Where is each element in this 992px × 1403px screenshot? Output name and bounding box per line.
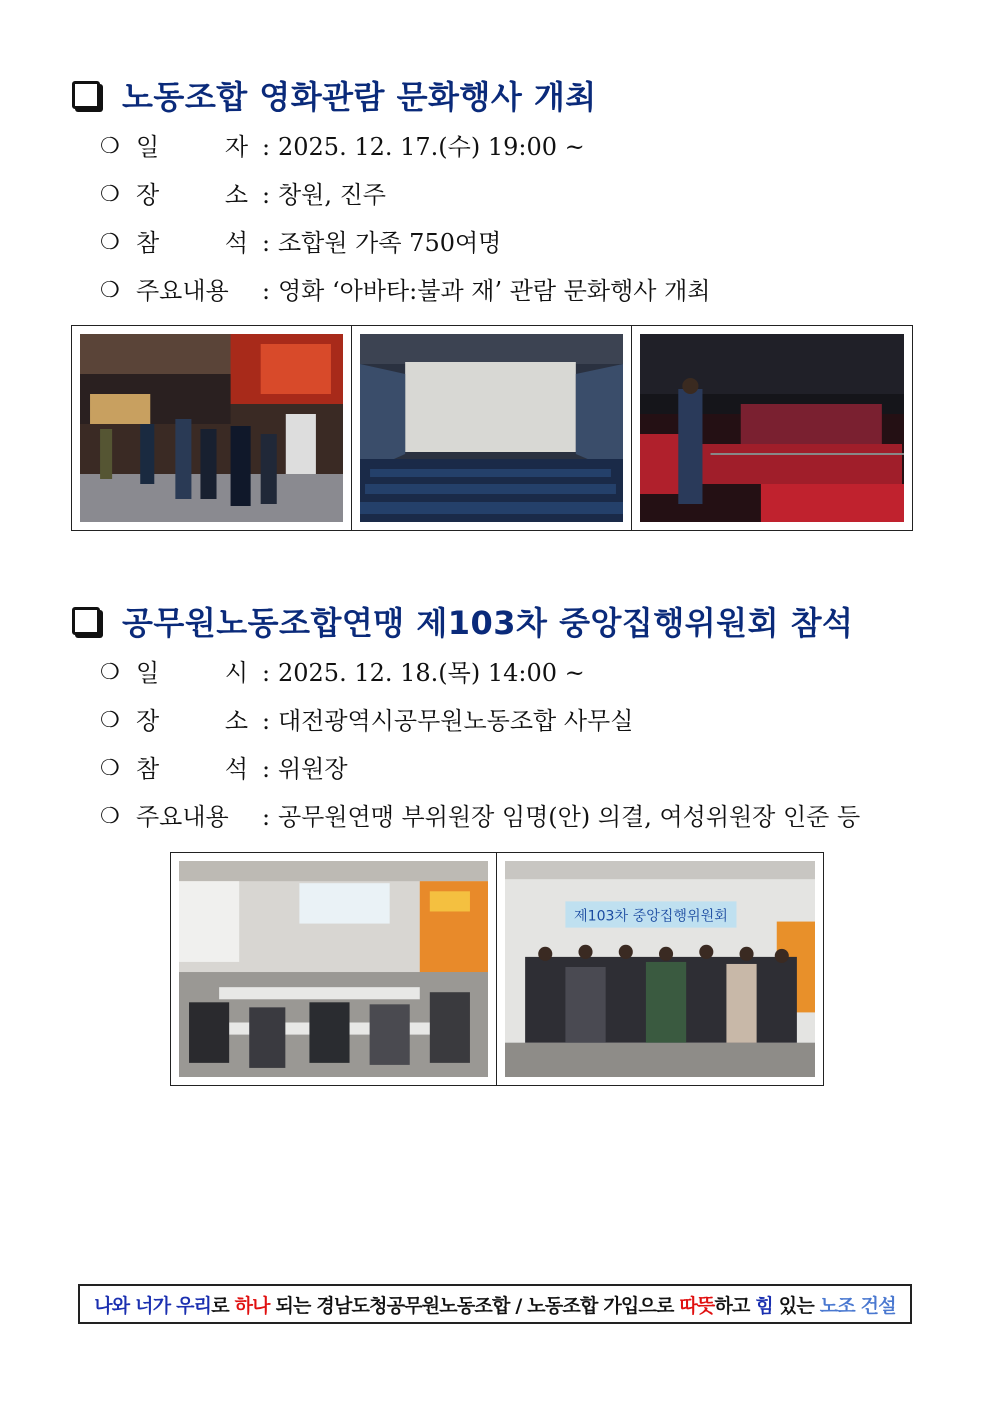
checkbox-square-icon xyxy=(72,607,100,635)
row-label: 일 시 xyxy=(136,659,248,687)
photo-meeting-room xyxy=(179,861,488,1077)
bullet-circle-icon: ❍ xyxy=(100,230,120,255)
section2-title: 공무원노동조합연맹 제103차 중앙집행위원회 참석 xyxy=(122,604,854,642)
slogan-part: 힘 xyxy=(755,1294,773,1317)
bullet-circle-icon: ❍ xyxy=(100,134,120,159)
section1-row-place: ❍ 장 소 : 창원, 진주 xyxy=(100,181,386,209)
row-value: 창원, 진주 xyxy=(278,181,386,209)
slogan-part: 하나 xyxy=(234,1294,270,1317)
photo-theater-seats xyxy=(640,334,904,522)
bullet-circle-icon: ❍ xyxy=(100,182,120,207)
section1-row-date: ❍ 일 자 : 2025. 12. 17.(수) 19:00 ~ xyxy=(100,133,585,161)
slogan-part: 하고 xyxy=(714,1294,756,1317)
photo-cell xyxy=(171,853,497,1085)
bullet-circle-icon: ❍ xyxy=(100,660,120,685)
row-label: 참 석 xyxy=(136,229,248,257)
row-value: 영화 ‘아바타:불과 재’ 관람 문화행사 개최 xyxy=(278,277,711,305)
section1-photo-table xyxy=(71,325,913,531)
checkbox-square-icon xyxy=(72,81,100,109)
row-value: 위원장 xyxy=(278,755,348,783)
section2-row-content: ❍ 주요내용 : 공무원연맹 부위원장 임명(안) 의결, 여성위원장 인준 등 xyxy=(100,803,861,831)
row-label: 주요내용 xyxy=(136,277,229,305)
row-value: 공무원연맹 부위원장 임명(안) 의결, 여성위원장 인준 등 xyxy=(278,803,861,831)
photo-cell xyxy=(632,326,912,530)
banner-text: 제103차 중앙집행위원회 xyxy=(574,908,728,925)
photo-cell xyxy=(352,326,632,530)
section1-heading xyxy=(72,72,597,118)
row-value: 조합원 가족 750여명 xyxy=(278,229,502,257)
section2-heading xyxy=(72,598,853,644)
section2-row-attendance: ❍ 참 석 : 위원장 xyxy=(100,755,348,783)
slogan-part: 로 xyxy=(211,1294,235,1317)
section2-photo-table xyxy=(170,852,824,1086)
slogan-part: 있는 xyxy=(772,1294,820,1317)
row-label: 장 소 xyxy=(136,181,248,209)
bullet-circle-icon: ❍ xyxy=(100,804,120,829)
row-value: 2025. 12. 17.(수) 19:00 ~ xyxy=(278,133,585,161)
section2-row-place: ❍ 장 소 : 대전광역시공무원노동조합 사무실 xyxy=(100,707,634,735)
section1-row-attendance: ❍ 참 석 : 조합원 가족 750여명 xyxy=(100,229,502,257)
photo-cell xyxy=(497,853,823,1085)
photo-theater-screen xyxy=(360,334,623,522)
photo-cinema-lobby xyxy=(80,334,343,522)
slogan-part: 나와 너가 우리 xyxy=(94,1294,212,1317)
row-label: 참 석 xyxy=(136,755,248,783)
bullet-circle-icon: ❍ xyxy=(100,278,120,303)
photo-group xyxy=(505,861,815,1077)
slogan-part: 되는 경남도청공무원노동조합 / 노동조합 가입으로 xyxy=(269,1294,680,1317)
slogan-part: 노조 건설 xyxy=(819,1294,896,1317)
bullet-circle-icon: ❍ xyxy=(100,708,120,733)
section1-title: 노동조합 영화관람 문화행사 개최 xyxy=(122,78,597,116)
row-label: 장 소 xyxy=(136,707,248,735)
photo-cell xyxy=(72,326,352,530)
row-label: 일 자 xyxy=(136,133,248,161)
footer-slogan xyxy=(78,1284,912,1324)
bullet-circle-icon: ❍ xyxy=(100,756,120,781)
section1-row-content: ❍ 주요내용 : 영화 ‘아바타:불과 재’ 관람 문화행사 개최 xyxy=(100,277,711,305)
section2-row-date: ❍ 일 시 : 2025. 12. 18.(목) 14:00 ~ xyxy=(100,659,585,687)
row-value: 2025. 12. 18.(목) 14:00 ~ xyxy=(278,659,585,687)
row-label: 주요내용 xyxy=(136,803,229,831)
row-value: 대전광역시공무원노동조합 사무실 xyxy=(278,707,634,735)
slogan-part: 따뜻 xyxy=(679,1294,715,1317)
